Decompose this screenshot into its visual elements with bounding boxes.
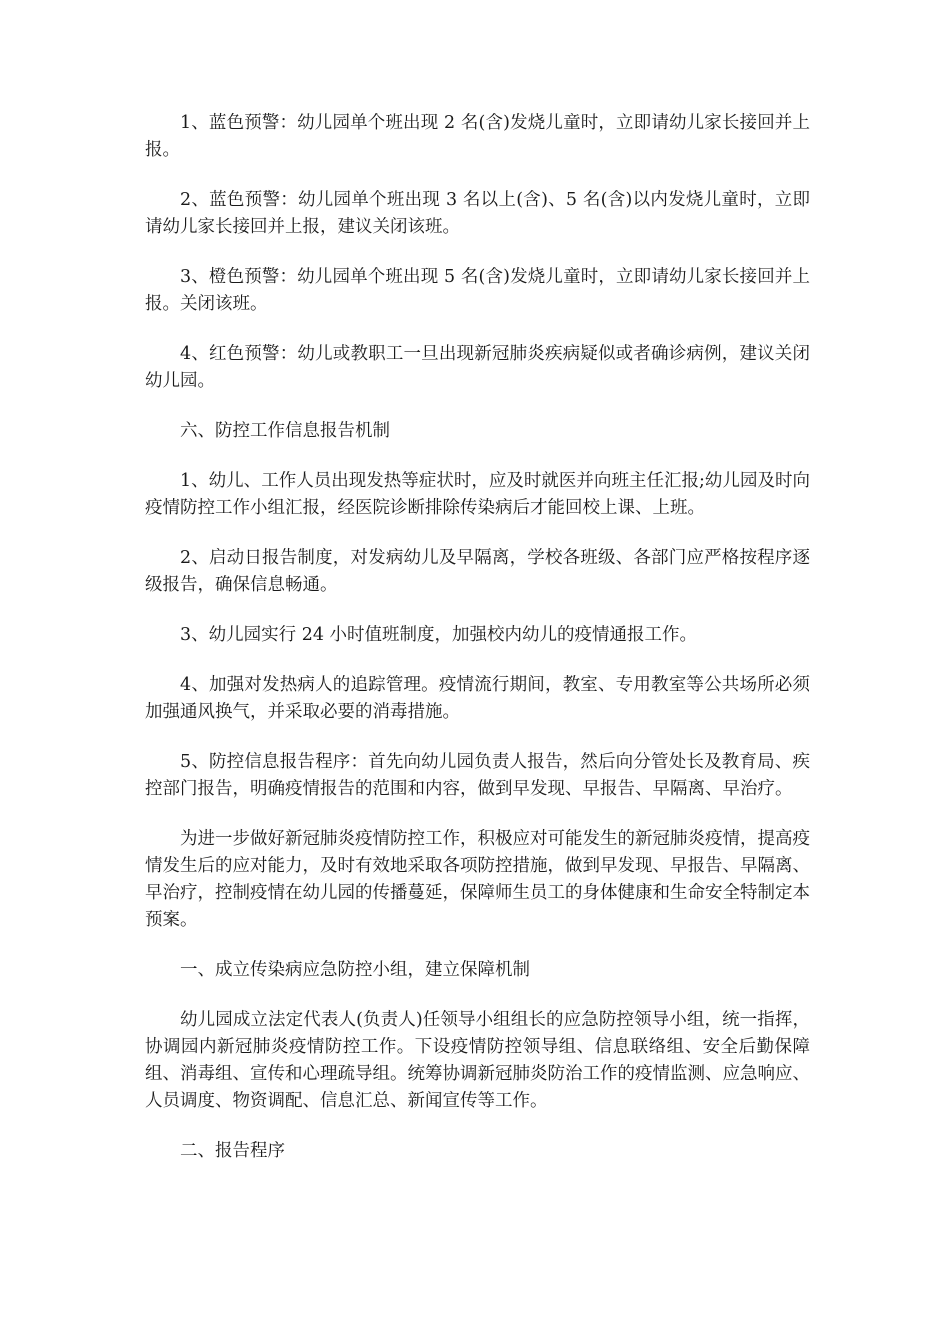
paragraph-report-item-1: 1、幼儿、工作人员出现发热等症状时，应及时就医并向班主任汇报;幼儿园及时向疫情防控工作小组汇报，经医院诊断排除传染病后才能回校上课、上班。: [145, 471, 810, 518]
paragraph-report-item-4: 4、加强对发热病人的追踪管理。疫情流行期间，教室、专用教室等公共场所必须加强通风换气，并采取必要的消毒措施。: [145, 675, 810, 722]
paragraph-plan-intro: 为进一步做好新冠肺炎疫情防控工作，积极应对可能发生的新冠肺炎疫情，提高疫情发生后的应对能力，及时有效地采取各项防控措施，做到早发现、早报告、早隔离、早治疗，控制疫情在幼儿园的传播蔓延，保障师生员工的身体健康和生命安全特制定本预案。: [145, 829, 810, 930]
paragraph-orange-warning: 3、橙色预警：幼儿园单个班出现 5 名(含)发烧儿童时，立即请幼儿家长接回并上报。关闭该班。: [145, 267, 810, 314]
section-heading-emergency-group: 一、成立传染病应急防控小组，建立保障机制: [180, 960, 530, 980]
paragraph-report-item-5: 5、防控信息报告程序：首先向幼儿园负责人报告，然后向分管处长及教育局、疾控部门报告，明确疫情报告的范围和内容，做到早发现、早报告、早隔离、早治疗。: [145, 752, 810, 799]
document-body: [145, 110, 810, 1188]
paragraph-report-item-3: 3、幼儿园实行 24 小时值班制度，加强校内幼儿的疫情通报工作。: [180, 625, 698, 645]
paragraph-blue-warning-2: 2、蓝色预警：幼儿园单个班出现 3 名以上(含)、5 名(含)以内发烧儿童时，立即请幼儿家长接回并上报，建议关闭该班。: [145, 190, 810, 237]
paragraph-blue-warning-1: 1、蓝色预警：幼儿园单个班出现 2 名(含)发烧儿童时，立即请幼儿家长接回并上报。: [145, 113, 810, 160]
section-heading-report-mechanism: 六、防控工作信息报告机制: [180, 421, 390, 441]
section-heading-report-procedure: 二、报告程序: [180, 1141, 285, 1161]
paragraph-emergency-group: 幼儿园成立法定代表人(负责人)任领导小组组长的应急防控领导小组，统一指挥，协调园内新冠肺炎疫情防控工作。下设疫情防控领导组、信息联络组、安全后勤保障组、消毒组、宣传和心理疏导组。统筹协调新冠肺炎防治工作的疫情监测、应急响应、人员调度、物资调配、信息汇总、新闻宣传等工作。: [145, 1010, 810, 1111]
paragraph-red-warning: 4、红色预警：幼儿或教职工一旦出现新冠肺炎疾病疑似或者确诊病例，建议关闭幼儿园。: [145, 344, 810, 391]
paragraph-report-item-2: 2、启动日报告制度，对发病幼儿及早隔离，学校各班级、各部门应严格按程序逐级报告，确保信息畅通。: [145, 548, 810, 595]
